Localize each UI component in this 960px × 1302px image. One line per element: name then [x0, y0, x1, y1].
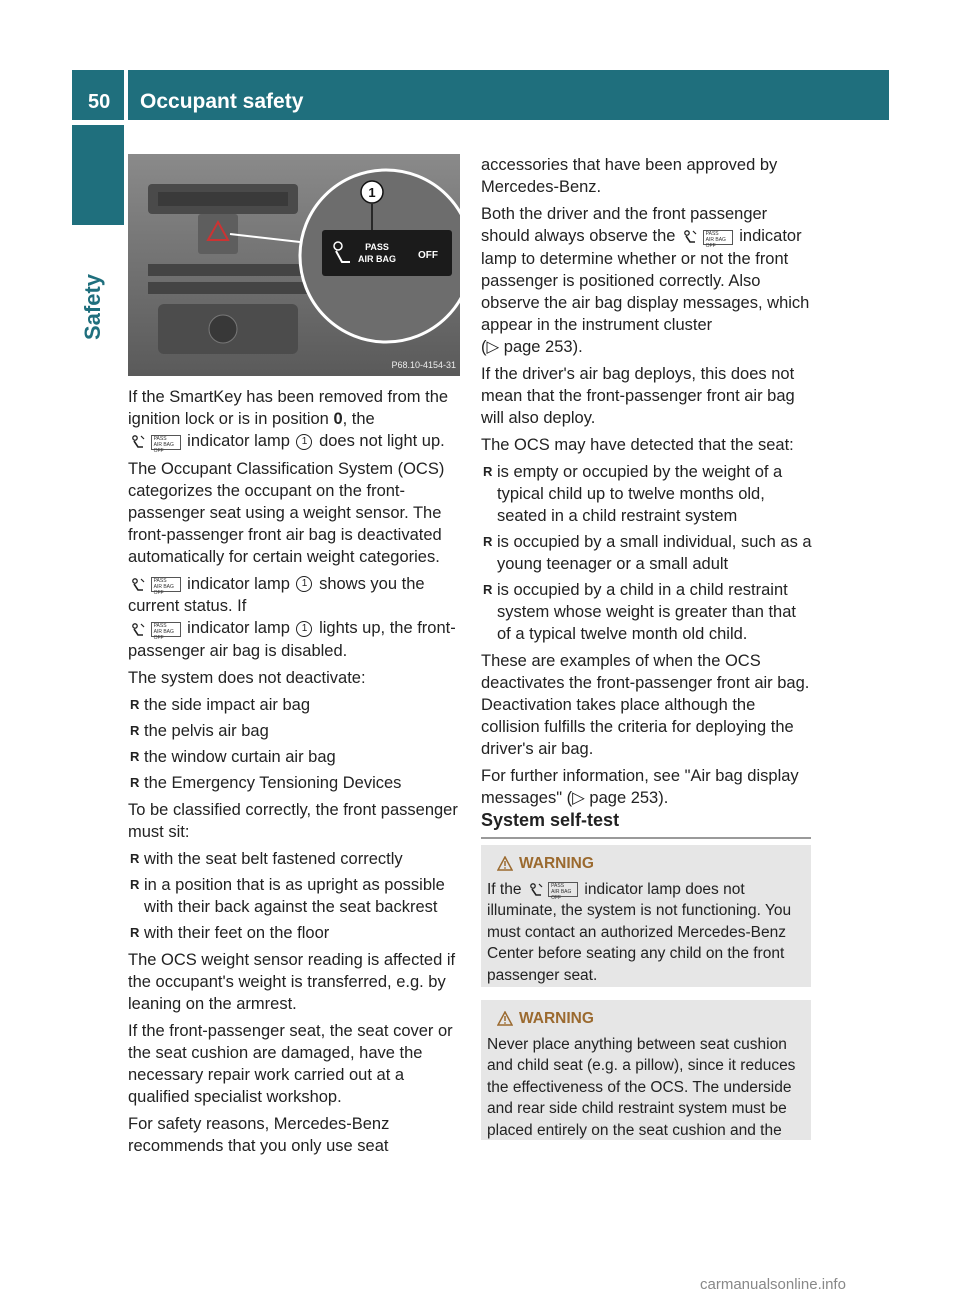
- page-number: 50: [72, 70, 124, 120]
- airbag-off-lamp-icon: [130, 618, 181, 640]
- lamp-icon-pass: PASS: [705, 230, 719, 237]
- warning-box: [481, 1000, 811, 1140]
- lamp-icon-off: OFF: [705, 242, 716, 249]
- lamp-icon-airbag: AIR BAG: [705, 236, 726, 243]
- list-item: R the window curtain air bag: [128, 746, 462, 768]
- list-item: R the Emergency Tensioning Devices: [128, 772, 462, 794]
- paragraph-smartkey: [128, 386, 462, 453]
- text: indicator lamp: [182, 619, 295, 638]
- text: If the SmartKey has been removed from the ignition lock or is in position: [128, 388, 449, 428]
- list-item: R the pelvis air bag: [128, 720, 462, 742]
- page-title: Occupant safety: [128, 70, 889, 120]
- lamp-icon-pass: PASS: [551, 883, 565, 890]
- paragraph-status: [128, 573, 462, 662]
- callout-ref: 1: [296, 621, 312, 637]
- list-not-deactivated: [128, 694, 462, 794]
- right-column: [481, 154, 814, 814]
- text: indicator lamp to determine whether or not the front passenger is positioned correctly. Also observe the air bag display messages, which appear in the instrument cluster: [481, 227, 810, 334]
- warning-triangle-icon: [497, 1011, 513, 1026]
- warning-box: [481, 845, 811, 987]
- lamp-icon-pass: PASS: [153, 623, 167, 630]
- text: lights up, the front-passenger air bag is disabled.: [128, 619, 456, 660]
- text: indicator lamp does not illuminate, the system is not functioning. You must contact an authorized Mercedes-Benz Center before seating any child on the front passenger seat.: [487, 880, 792, 984]
- lamp-icon-airbag: AIR BAG: [153, 629, 174, 636]
- list-item: R with their feet on the floor: [128, 922, 462, 944]
- left-column: [128, 386, 462, 1162]
- text: shows you the current status. If: [128, 574, 425, 616]
- footer-watermark: carmanualsonline.info: [700, 1276, 846, 1293]
- position-value: 0: [333, 410, 343, 428]
- lamp-icon-airbag: AIR BAG: [153, 441, 174, 448]
- dashboard-figure: [128, 154, 460, 376]
- warning-text: [487, 879, 805, 987]
- lamp-off-text: OFF: [418, 250, 438, 261]
- list-item: R is empty or occupied by the weight of a typical child up to twelve months old, seated in a child restraint system: [481, 461, 814, 527]
- text: , the: [342, 410, 375, 428]
- paragraph-weight-sensor: The OCS weight sensor reading is affected if the occupant's weight is transferred, e.g. by leaning on the armrest.: [128, 950, 456, 1013]
- lamp-icon-airbag: AIR BAG: [153, 584, 174, 591]
- callout-ref: 1: [296, 576, 312, 592]
- list-item: R with the seat belt fastened correctly: [128, 848, 462, 870]
- warning-title-text: WARNING: [519, 855, 594, 872]
- paragraph-recommend: For safety reasons, Mercedes-Benz recommends that you only use seat: [128, 1114, 390, 1155]
- airbag-off-lamp-icon: [528, 879, 578, 901]
- text: does not light up.: [314, 432, 445, 450]
- lamp-icon-airbag: AIR BAG: [551, 889, 572, 896]
- list-item: R the side impact air bag: [128, 694, 462, 716]
- paragraph-detected: The OCS may have detected that the seat:: [481, 435, 794, 454]
- airbag-off-lamp-icon: [130, 573, 181, 595]
- paragraph-further-info: For further information, see "Air bag display messages" (▷ page 253).: [481, 766, 799, 807]
- list-sit: [128, 848, 462, 944]
- dashboard-photo: [128, 154, 460, 376]
- callout-ref: 1: [296, 434, 312, 450]
- warning-triangle-icon: [497, 856, 513, 871]
- page-reference-link[interactable]: (▷ page 253).: [481, 337, 583, 356]
- warning-title: [487, 1008, 805, 1030]
- warning-title: [487, 853, 805, 875]
- warning-title-text: WARNING: [519, 1010, 594, 1027]
- paragraph-damaged: If the front-passenger seat, the seat cover or the seat cushion are damaged, have the necessary repair work carried out at a qualified specialist workshop.: [128, 1021, 453, 1106]
- lamp-icon-off: OFF: [153, 590, 164, 597]
- text: Both the driver and the front passenger should always observe the: [481, 205, 768, 245]
- lamp-icon-off: OFF: [551, 895, 562, 902]
- list-item: R is occupied by a small individual, such as a young teenager or a small adult: [481, 531, 814, 575]
- text: indicator lamp: [182, 432, 295, 450]
- text: indicator lamp: [182, 574, 295, 593]
- lamp-airbag-text: AIR BAG: [358, 254, 396, 264]
- paragraph-observe: [481, 203, 814, 358]
- list-item: R in a position that is as upright as possible with their back against the seat backrest: [128, 874, 462, 918]
- section-heading: System self-test: [481, 810, 811, 839]
- airbag-off-lamp-icon: [130, 431, 181, 453]
- lamp-pass-text: PASS: [365, 242, 389, 252]
- paragraph-classified: To be classified correctly, the front passenger must sit:: [128, 800, 458, 841]
- image-code: P68.10-4154-31: [391, 360, 456, 370]
- list-seat-states: [481, 461, 814, 645]
- text: If the: [487, 880, 522, 898]
- lamp-icon-off: OFF: [153, 635, 164, 642]
- list-item: R is occupied by a child in a child restraint system whose weight is greater than that of a typical twelve month old child.: [481, 579, 814, 645]
- lamp-icon-off: OFF: [153, 447, 164, 454]
- paragraph-accessories: accessories that have been approved by Mercedes-Benz.: [481, 156, 778, 196]
- lamp-icon-pass: PASS: [153, 435, 167, 442]
- side-tab-label: Safety: [80, 273, 105, 340]
- paragraph-not-deactivate: The system does not deactivate:: [128, 668, 366, 687]
- callout-number: 1: [368, 185, 376, 200]
- side-tab-block: [72, 125, 124, 225]
- paragraph-driver-airbag: If the driver's air bag deploys, this does not mean that the front-passenger front air bag will also deploy.: [481, 364, 795, 427]
- lamp-icon-pass: PASS: [153, 578, 167, 585]
- warning-text: Never place anything between seat cushion and child seat (e.g. a pillow), since it reduces the effectiveness of the OCS. The underside and rear side child restraint system must be placed entirely on the seat cushion and the: [487, 1035, 796, 1139]
- paragraph-examples: These are examples of when the OCS deactivates the front-passenger front air bag. Deactivation takes place although the collision fulfills the criteria for deploying the driver's air bag.: [481, 651, 810, 758]
- paragraph-ocs: The Occupant Classification System (OCS) categorizes the occupant on the front-passenger seat using a weight sensor. The front-passenger front air bag is deactivated automatically for certain weight categories.: [128, 459, 445, 566]
- airbag-off-lamp-icon: [682, 226, 733, 248]
